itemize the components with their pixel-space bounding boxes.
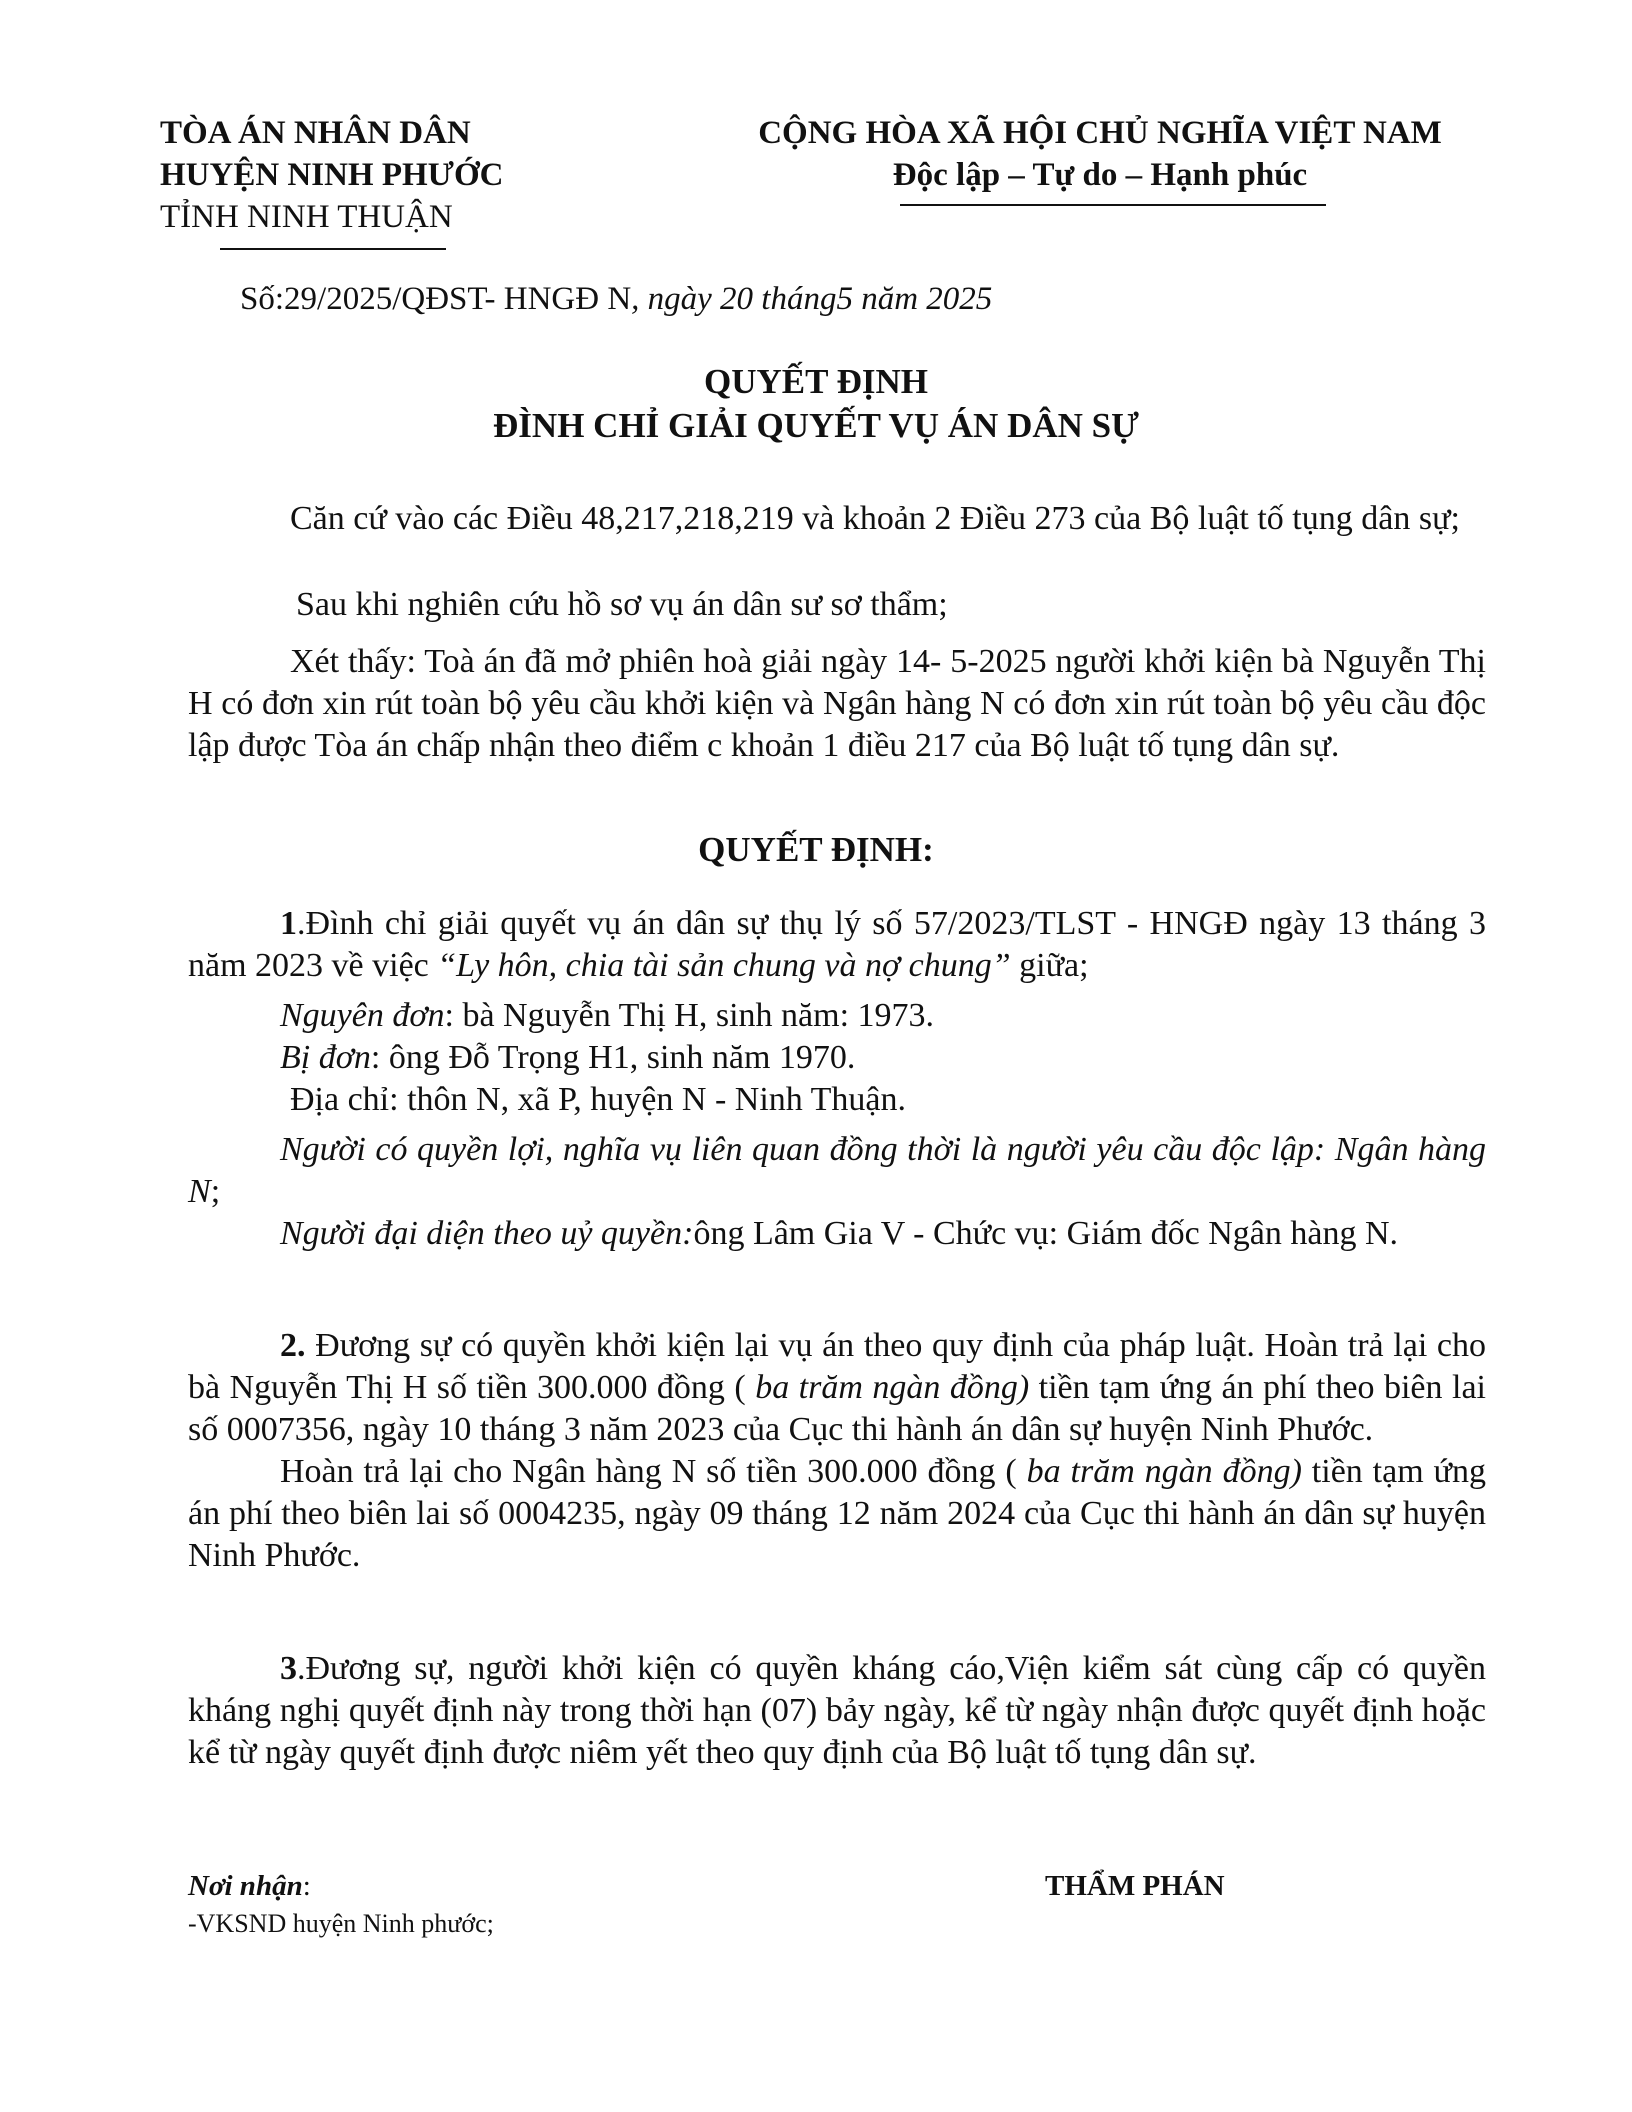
signer-title: THẨM PHÁN xyxy=(1045,1870,1225,1902)
item-number: 3 xyxy=(280,1650,297,1687)
address-line: Địa chỉ: thôn N, xã P, huyện N - Ninh Thuận. xyxy=(290,1081,907,1118)
national-motto: Độc lập – Tự do – Hạnh phúc xyxy=(892,157,1308,193)
case-name: “Ly hôn, chia tài sản chung và nợ chung” xyxy=(437,947,1011,984)
preamble-basis xyxy=(188,498,1486,540)
national-title: CỘNG HÒA XÃ HỘI CHỦ NGHĨA VIỆT NAM xyxy=(758,115,1442,151)
plaintiff-line: Nguyên đơn: bà Nguyễn Thị H, sinh năm: 1973. xyxy=(280,997,935,1034)
decision-heading: QUYẾT ĐỊNH: xyxy=(698,830,934,869)
decision-item-1: 1.Đình chỉ giải quyết vụ án dân sự thụ lý số 57/2023/TLST - HNGĐ ngày 13 tháng 3 năm 2023 về việc “Ly hôn, chia tài sản chung và nợ chung” giữa; Nguyên đơn: bà Nguyễn Thị H, sinh năm: 1973. Bị đơn: ông Đỗ Trọng H1, sinh năm 1970. Địa chỉ: thôn N, xã P, huyện N - Ninh Thuận. Người có quyền lợi, nghĩa vụ liên quan đồng thời là người yêu cầu độc lập: Ngân hàng N; Người đại diện theo uỷ quyền:ông Lâm Gia V - Chức vụ: Giám đốc Ngân hàng N. xyxy=(188,903,1486,1255)
header-divider-right xyxy=(900,204,1326,206)
document-date: , ngày 20 tháng5 năm 2025 xyxy=(631,281,993,317)
preamble-paragraph: Sau khi nghiên cứu hồ sơ vụ án dân sư sơ thẩm; xyxy=(296,586,948,623)
document-title: QUYẾT ĐỊNH xyxy=(704,362,928,401)
document-number: Số:29/2025/QĐST- HNGĐ N xyxy=(240,281,632,317)
court-name: TÒA ÁN NHÂN DÂN xyxy=(160,115,471,151)
amount-in-words: ba trăm ngàn đồng) xyxy=(755,1369,1030,1406)
representative-line: Người đại diện theo uỷ quyền:ông Lâm Gia V - Chức vụ: Giám đốc Ngân hàng N. xyxy=(280,1215,1399,1252)
item-number: 1 xyxy=(280,905,297,942)
item-number: 2. xyxy=(280,1327,306,1364)
preamble-finding xyxy=(188,641,1486,767)
court-header xyxy=(160,112,580,238)
document-reference xyxy=(240,278,992,320)
preamble-review xyxy=(188,584,1486,626)
preamble-paragraph: Căn cứ vào các Điều 48,217,218,219 và khoản 2 Điều 273 của Bộ luật tố tụng dân sự; xyxy=(290,500,1460,537)
preamble-paragraph: Xét thấy: Toà án đã mở phiên hoà giải ngày 14- 5-2025 người khởi kiện bà Nguyễn Thị H có đơn xin rút toàn bộ yêu cầu khởi kiện và Ngân hàng N có đơn xin rút toàn bộ yêu cầu độc lập được Tòa án chấp nhận theo điểm c khoản 1 điều 217 của Bộ luật tố tụng dân sự. xyxy=(188,643,1486,764)
decision-item-2: 2. Đương sự có quyền khởi kiện lại vụ án theo quy định của pháp luật. Hoàn trả lại cho bà Nguyễn Thị H số tiền 300.000 đồng ( ba trăm ngàn đồng) tiền tạm ứng án phí theo biên lai số 0007356, ngày 10 tháng 3 năm 2023 của Cục thi hành án dân sự huyện Ninh Phước. Hoàn trả lại cho Ngân hàng N số tiền 300.000 đồng ( ba trăm ngàn đồng) tiền tạm ứng án phí theo biên lai số 0004235, ngày 09 tháng 12 năm 2024 của Cục thi hành án dân sự huyện Ninh Phước. xyxy=(188,1327,1486,1574)
court-province: TỈNH NINH THUẬN xyxy=(160,199,453,235)
document-subtitle: ĐÌNH CHỈ GIẢI QUYẾT VỤ ÁN DÂN SỰ xyxy=(493,406,1139,445)
decision-item-3: 3.Đương sự, người khởi kiện có quyền kháng cáo,Viện kiểm sát cùng cấp có quyền kháng nghị quyết định này trong thời hạn (07) bảy ngày, kể từ ngày nhận được quyết định hoặc kể từ ngày quyết định được niêm yết theo quy định của Bộ luật tố tụng dân sự. xyxy=(188,1650,1486,1771)
recipients-label: Nơi nhận xyxy=(188,1870,303,1902)
defendant-line: Bị đơn: ông Đỗ Trọng H1, sinh năm 1970. xyxy=(280,1039,856,1076)
court-district: HUYỆN NINH PHƯỚC xyxy=(160,157,504,193)
related-party-line: Người có quyền lợi, nghĩa vụ liên quan đồng thời là người yêu cầu độc lập: Ngân hàng N; xyxy=(188,1131,1486,1210)
header-divider-left xyxy=(220,248,446,250)
recipients-block: Nơi nhận: -VKSND huyện Ninh phước; xyxy=(188,1866,494,1942)
recipient-item: -VKSND huyện Ninh phước; xyxy=(188,1909,494,1938)
national-header xyxy=(720,112,1480,196)
amount-in-words: ba trăm ngàn đồng) xyxy=(1026,1453,1302,1490)
